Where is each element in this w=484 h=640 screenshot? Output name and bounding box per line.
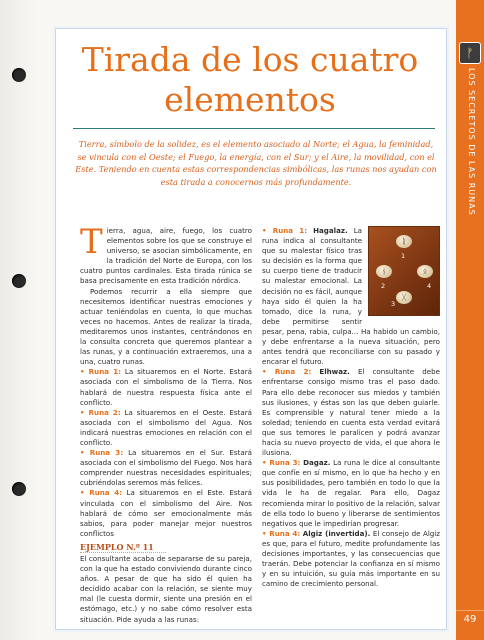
drop-cap: T: [80, 222, 103, 262]
list-item: • Runa 4: La situaremos en el Este. Estará vinculada con el simbolismo del Aire. Nos hablará de cómo ser emocionalmente más sabios, para poder manejar mejor nuestros conflictos: [80, 488, 252, 538]
left-column: [80, 222, 252, 625]
page-title: [60, 40, 440, 120]
page-number: 49: [456, 610, 484, 629]
rune-stone: ᚱ: [396, 235, 412, 248]
list-item: • Runa 3: Dagaz. La runa le dice al consultante que confíe en sí mismo, en lo que ha hecho y en sus posibilidades, pero también en todo lo que la vida le ha de regalar. Para ello, Dagaz recomienda mirar lo positivo de la relación, salvar de ella todo lo bueno y liberarse de sentimientos negativos que le impedirían progresar.: [262, 458, 440, 528]
rune-stone: ᚷ: [396, 291, 412, 304]
position-number: 1: [401, 252, 406, 260]
position-number: 3: [391, 300, 396, 308]
rune-stone: ᛟ: [417, 265, 433, 278]
binder-hole: [12, 482, 26, 496]
intro-text: Tierra, símbolo de la solidez, es el elemento asociado al Norte; el Agua, la feminidad, se vincula con el Oeste; el Fuego, la energía, con el Sur; y el Aire, la movilidad, con el Este. Teniendo en cuenta estas correspondencias simbólicas, las runas nos ayudan con esta tirada a conocernos más profundamente.: [75, 139, 437, 187]
list-item: • Runa 3: La situaremos en el Sur. Estará asociada con el simbolismo del Fuego. Nos hará comprender nuestras necesidades espirituales; cubriéndolas seremos más felices.: [80, 448, 252, 488]
position-number: 4: [427, 282, 432, 290]
list-item: • Runa 1: La situaremos en el Norte. Estará asociada con el simbolismo de la Tierra. Nos hablará de nuestra respuesta física ante el conflicto.: [80, 367, 252, 407]
list-item: • Runa 2: Elhwaz. El consultante debe enfrentarse consigo mismo tras el paso dado. Para ello debe reconocer sus miedos y también sus ilusiones, y éstas son las que deben guiarle. Es comprensible y natural tener miedo a la soledad; teniendo en cuenta esta verdad evitará que sus temores le paralicen y podrá avanzar hacia su nuevo proyecto de vida, el que ahora le ilusiona.: [262, 367, 440, 458]
rune-stone: ᚾ: [376, 265, 392, 278]
paragraph: Podemos recurrir a ella siempre que necesitemos identificar nuestras emociones y actuar teniéndolas en cuenta, lo que muchas veces no hacemos. Antes de realizar la tirada, meditaremos unos instantes, centrándonos en la consulta concreta que queremos plantear a las runas, y a continuación extraeremos, una a una, cuatro runas.: [80, 286, 252, 367]
rune-icon: ᚠ: [459, 42, 481, 64]
list-item: • Runa 1: Hagalaz. La runa indica al consultante que su malestar físico tras su decisión es la forma que su cuerpo tiene de traducir su malestar emocional. La decisión no es fácil, aunque haya sido él quien la ha tomado, dice la runa, y debe permitirse sentir pesar, pena, rabia, culpa... Ha habido un cambio, y debe enfrentarse a la nueva situación, pero antes tendrá que reconciliarse con su pasado y encarar el futuro.: [262, 226, 440, 367]
list-item: • Runa 4: Algiz (invertida). El consejo de Algiz es que, para el futuro, medite profundamente las decisiones importantes, y las consecuencias que traerán. Debe potenciar la confianza en sí mismo y en su intuición, su guía más importante en su camino de crecimiento personal.: [262, 528, 440, 589]
rune-spread-image: [368, 226, 440, 316]
title-line-1: Tirada de los cuatro: [81, 40, 419, 79]
position-number: 2: [381, 282, 386, 290]
section-title: LOS SECRETOS DE LAS RUNAS: [467, 68, 476, 216]
binder-hole: [12, 68, 26, 82]
title-line-2: elementos: [164, 80, 336, 119]
binder-hole: [12, 274, 26, 288]
right-column: [262, 226, 440, 589]
paragraph: Tierra, agua, aire, fuego, los cuatro elementos sobre los que se construye el universo, se asocian simbólicamente, en la tradición del Norte de Europa, con los cuatro puntos cardinales. Esta tirada rúnica se basa precisamente en esta tradición nórdica.: [80, 222, 252, 286]
example-heading: EJEMPLO N.º 11: [80, 542, 166, 553]
title-divider: [73, 128, 435, 129]
list-item: • Runa 2: La situaremos en el Oeste. Estará asociada con el simbolismo del Agua. Nos indicará nuestras emociones en relación con el conflicto.: [80, 407, 252, 447]
example-paragraph: El consultante acaba de separarse de su pareja, con la que ha estado conviviendo durante cinco años. A pesar de que ha sido él quien ha decidido acabar con la relación, se siente muy mal (le cuesta dormir, siente una presión en el estómago, etc.) y no sabe cómo resolver esta situación. Pide ayuda a las runas:: [80, 554, 252, 624]
